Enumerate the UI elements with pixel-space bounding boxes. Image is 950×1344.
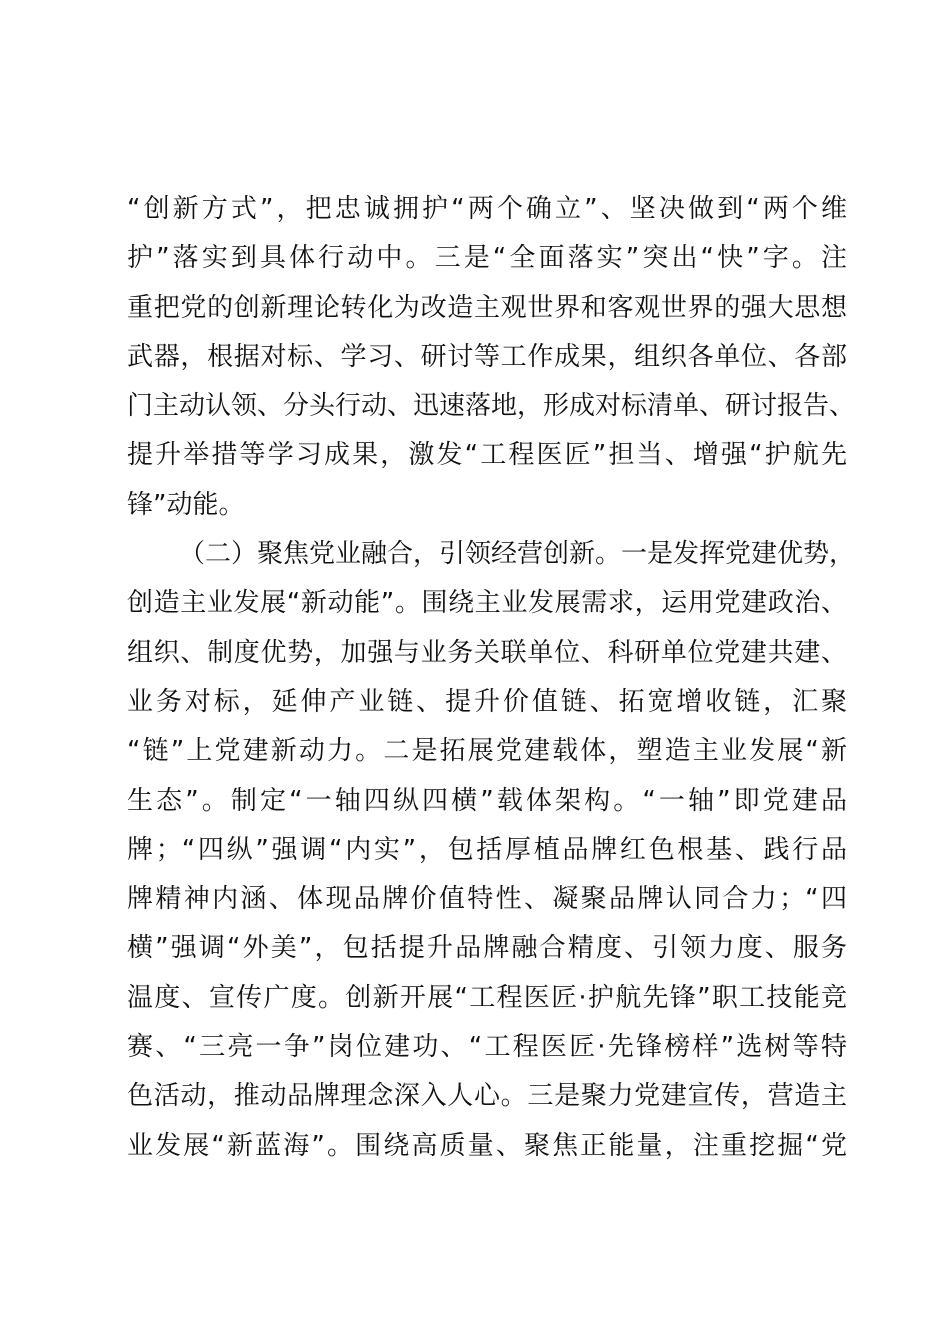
text-line: “链”上党建新动力。二是拓展党建载体，塑造主业发展“新 xyxy=(127,736,847,767)
text-line: 温度、宣传广度。创新开展“工程医匠·护航先锋”职工技能竞 xyxy=(127,982,847,1013)
text-line: （二）聚焦党业融合，引领经营创新。一是发挥党建优势， xyxy=(179,539,856,570)
text-line: 武器，根据对标、学习、研讨等工作成果，组织各单位、各部 xyxy=(127,341,847,372)
text-line: 横”强调“外美”，包括提升品牌融合精度、引领力度、服务 xyxy=(127,933,847,964)
text-line: 业发展“新蓝海”。围绕高质量、聚焦正能量，注重挖掘“党 xyxy=(127,1130,847,1161)
paragraph-1 xyxy=(127,185,856,530)
text-line: 业务对标，延伸产业链、提升价值链、拓宽增收链，汇聚 xyxy=(127,686,847,717)
text-line: 门主动认领、分头行动、迅速落地，形成对标清单、研讨报告、 xyxy=(127,391,856,422)
paragraph-2 xyxy=(127,530,856,1171)
text-line: 牌；“四纵”强调“内实”，包括厚植品牌红色根基、践行品 xyxy=(127,834,847,865)
text-line: 创造主业发展“新动能”。围绕主业发展需求，运用党建政治、 xyxy=(127,588,847,619)
text-line: “创新方式”，把忠诚拥护“两个确立”、坚决做到“两个维 xyxy=(127,194,847,224)
text-line: 组织、制度优势，加强与业务关联单位、科研单位党建共建、 xyxy=(127,637,847,668)
text-line: 护”落实到具体行动中。三是“全面落实”突出“快”字。注 xyxy=(127,243,847,274)
text-line: 重把党的创新理论转化为改造主观世界和客观世界的强大思想 xyxy=(127,292,847,323)
text-line: 生态”。制定“一轴四纵四横”载体架构。“一轴”即党建品 xyxy=(127,785,847,816)
text-line: 提升举措等学习成果，激发“工程医匠”担当、增强“护航先 xyxy=(127,440,847,471)
text-line: 赛、“三亮一争”岗位建功、“工程医匠·先锋榜样”选树等特 xyxy=(127,1032,847,1063)
text-line: 色活动，推动品牌理念深入人心。三是聚力党建宣传，营造主 xyxy=(127,1081,847,1112)
text-line: 牌精神内涵、体现品牌价值特性、凝聚品牌认同合力；“四 xyxy=(127,884,847,915)
body-text xyxy=(127,185,856,1171)
text-line: 锋”动能。 xyxy=(127,489,245,520)
